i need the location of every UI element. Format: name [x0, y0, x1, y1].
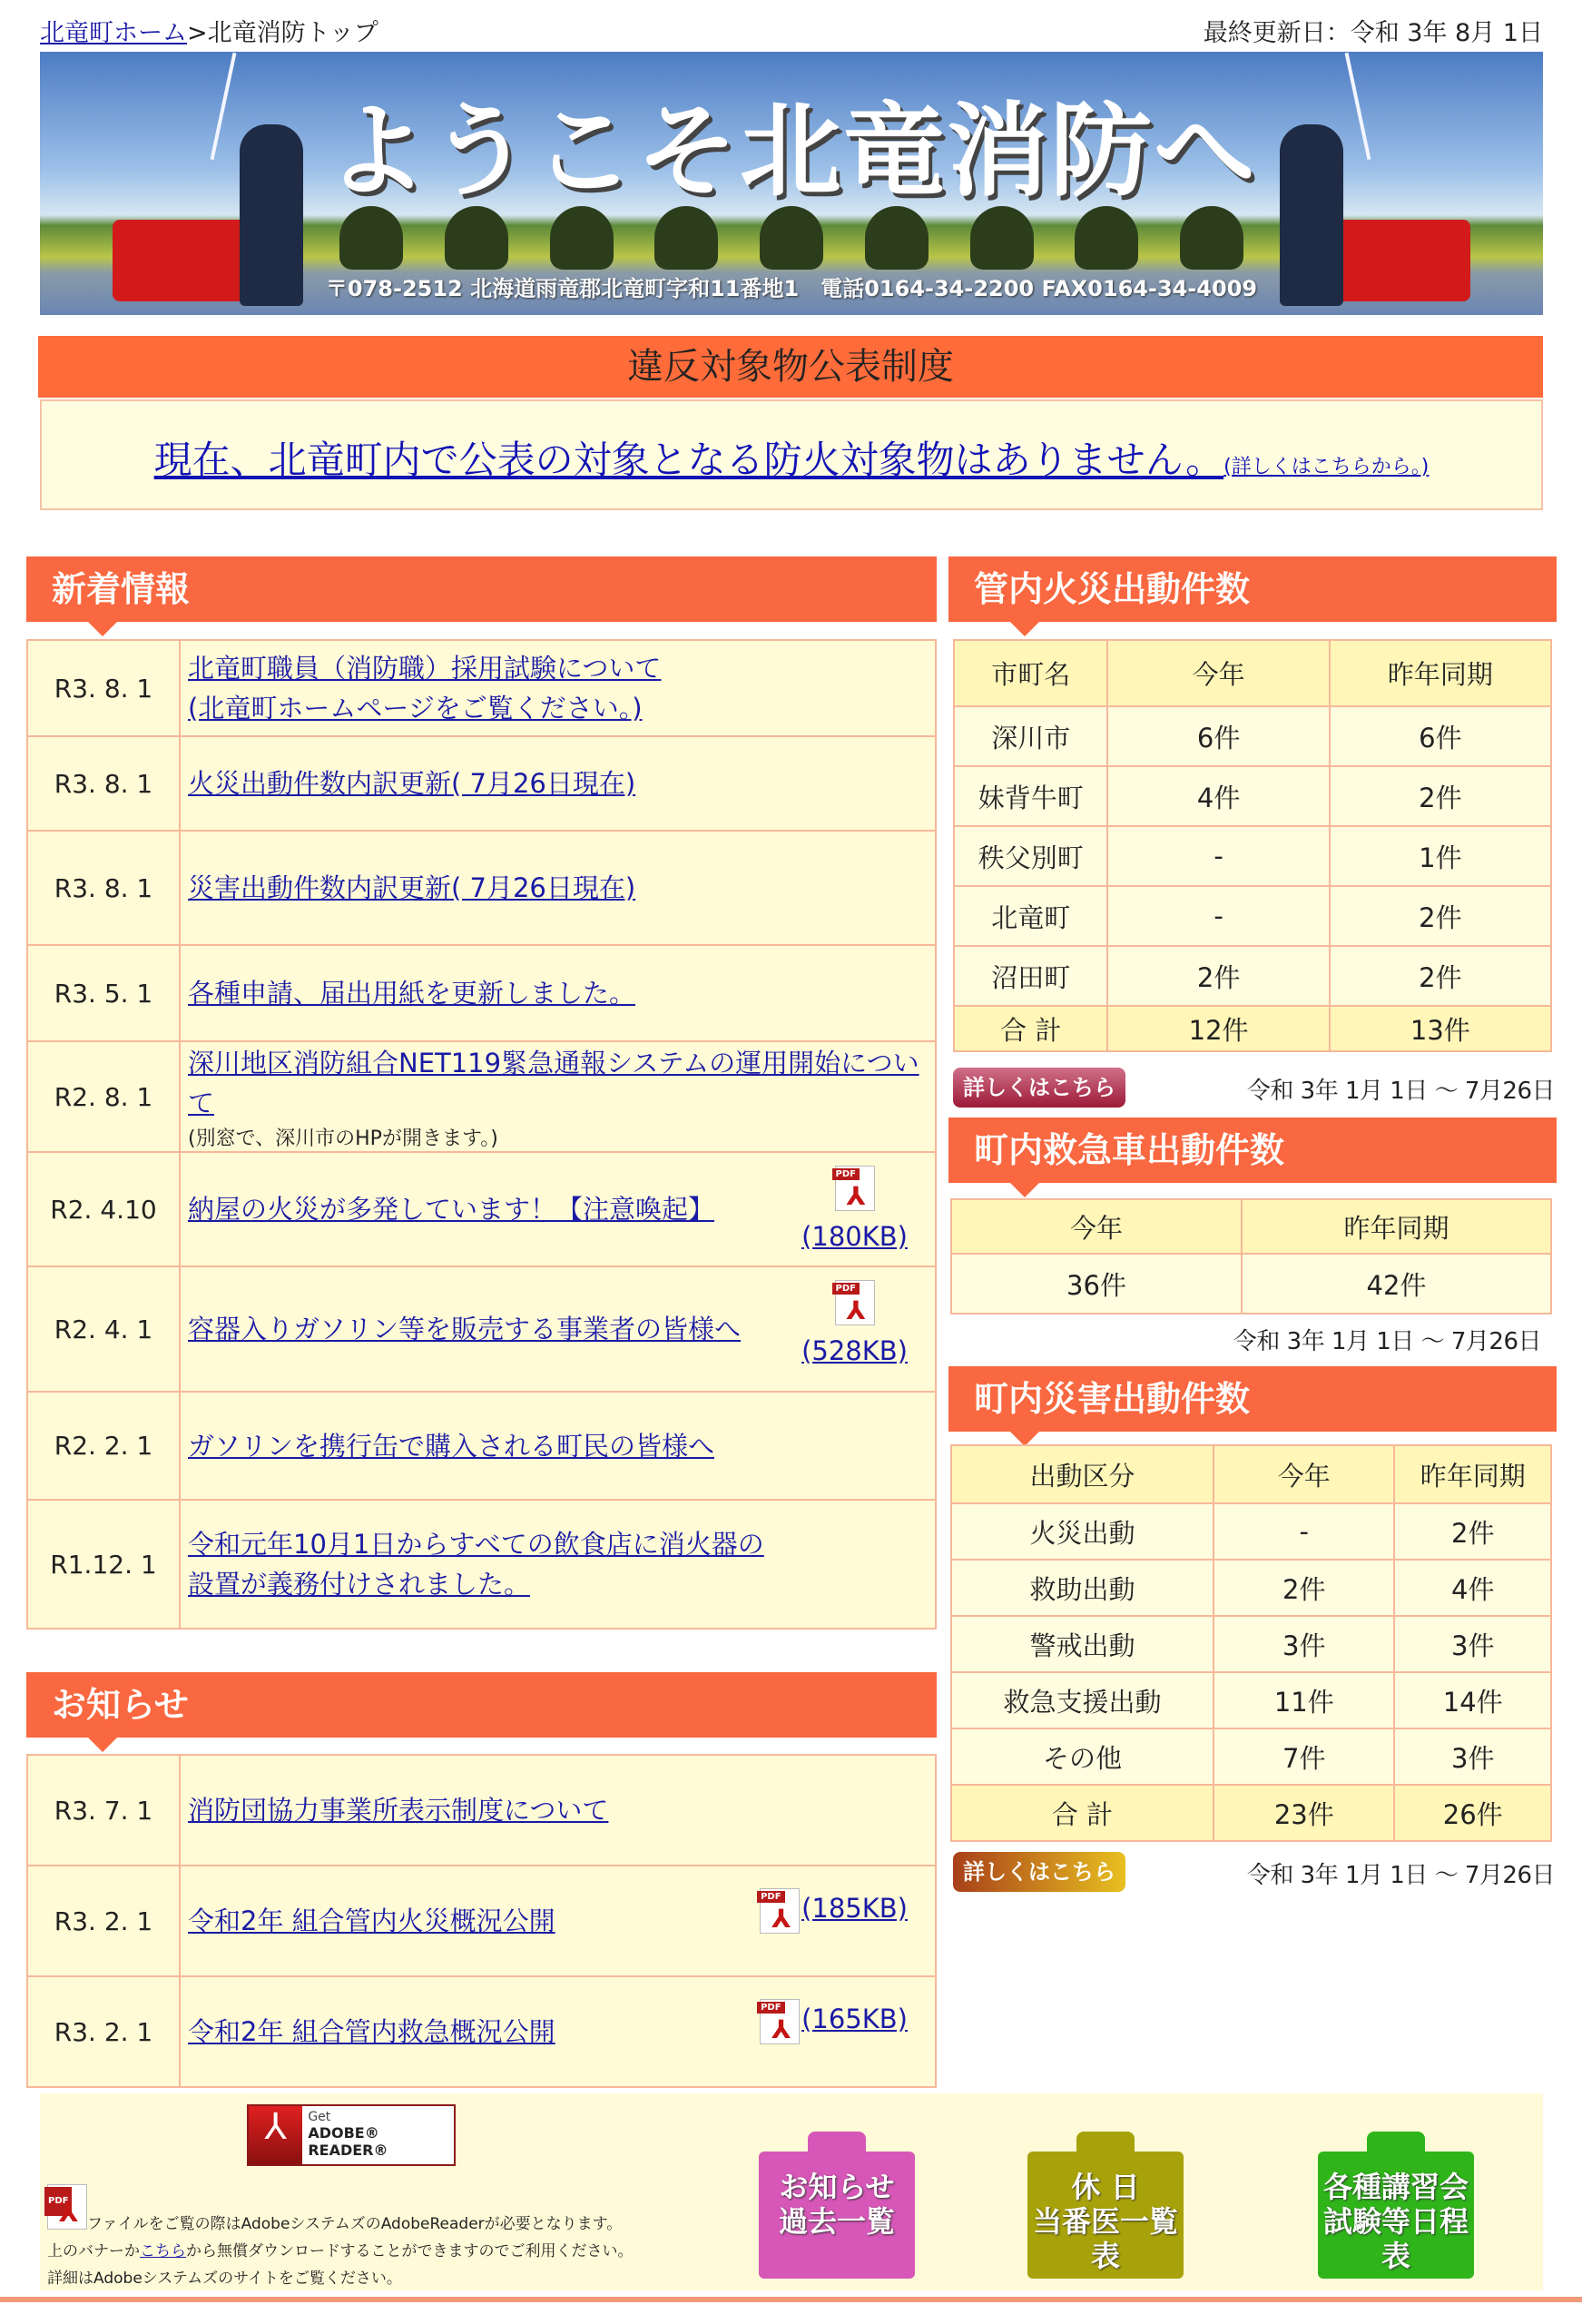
list-item — [27, 1866, 936, 1976]
news-table — [26, 639, 937, 1630]
table-cell: 妹背牛町 — [954, 766, 1107, 826]
table-cell: 12件 — [1107, 1006, 1329, 1051]
table-cell: - — [1107, 826, 1329, 886]
ambulance-heading: 町内救急車出動件数 — [948, 1118, 1557, 1183]
pdf-size-link[interactable]: (165KB) — [801, 2004, 908, 2034]
adobe-note — [47, 2184, 634, 2292]
course-schedule-button[interactable] — [1318, 2152, 1474, 2279]
footer-box — [40, 2093, 1543, 2290]
adobe-note-line2a: 上のバナーか — [47, 2242, 140, 2260]
table-cell: 26件 — [1394, 1785, 1551, 1841]
item-date: R2. 2. 1 — [27, 1392, 180, 1500]
item-cell — [180, 1755, 936, 1866]
button-label: 過去一覧 — [778, 2204, 895, 2239]
news-heading: 新着情報 — [26, 556, 937, 622]
header-banner — [40, 52, 1543, 315]
table-cell: 6件 — [1107, 706, 1329, 766]
table-row — [951, 1672, 1551, 1728]
item-link[interactable]: 深川地区消防組合NET119緊急通報システムの運用開始について — [188, 1047, 919, 1118]
violation-detail-link[interactable]: (詳しくはこちらから。) — [1223, 456, 1430, 478]
banner-title: ようこそ北竜消防へ — [326, 93, 1257, 211]
last-updated: 最終更新日：令和 3年 8月 1日 — [1203, 19, 1543, 47]
item-link[interactable]: 各種申請、届出用紙を更新しました。 — [188, 978, 636, 1009]
violation-message-link[interactable]: 現在、北竜町内で公表の対象となる防火対象物はありません。 — [153, 438, 1224, 482]
adobe-download-link[interactable]: こちら — [140, 2242, 186, 2260]
list-item — [27, 1041, 936, 1152]
table-cell: 秩父別町 — [954, 826, 1107, 886]
adobe-note-line1: ファイルをご覧の際はAdobeシステムズのAdobeReaderが必要となります。 — [87, 2215, 623, 2233]
table-cell: 北竜町 — [954, 886, 1107, 946]
table-cell: 警戒出動 — [951, 1616, 1214, 1672]
disaster-more-button[interactable]: 詳しくはこちら — [953, 1852, 1125, 1892]
item-cell — [180, 1041, 936, 1152]
pdf-attachment[interactable] — [760, 1999, 908, 2044]
table-cell: 7件 — [1214, 1728, 1394, 1785]
ambulance-col: 今年 — [951, 1199, 1242, 1254]
item-date: R3. 8. 1 — [27, 640, 180, 736]
pdf-attachment[interactable] — [801, 1280, 908, 1371]
violation-heading: 違反対象物公表制度 — [38, 336, 1543, 398]
holiday-doctor-button[interactable] — [1027, 2152, 1184, 2279]
item-cell — [180, 831, 936, 945]
get-adobe-reader-banner[interactable] — [247, 2104, 456, 2166]
item-date: R3. 5. 1 — [27, 945, 180, 1041]
notices-heading: お知らせ — [26, 1672, 937, 1738]
item-cell — [180, 1392, 936, 1500]
item-cell — [180, 1976, 936, 2087]
item-date: R1.12. 1 — [27, 1500, 180, 1629]
list-item — [27, 736, 936, 831]
pdf-size-link[interactable]: (180KB) — [801, 1221, 908, 1252]
breadcrumb-current: 北竜消防トップ — [207, 19, 378, 47]
past-notices-button[interactable] — [759, 2152, 915, 2279]
item-link[interactable]: 消防団協力事業所表示制度について — [188, 1795, 609, 1826]
table-cell: - — [1107, 886, 1329, 946]
table-row — [954, 946, 1551, 1006]
item-date: R3. 8. 1 — [27, 736, 180, 831]
column-header: 出動区分 — [951, 1445, 1214, 1503]
pdf-icon — [760, 1999, 800, 2044]
table-cell: 2件 — [1214, 1560, 1394, 1616]
bottom-divider — [0, 2297, 1582, 2302]
disaster-table — [950, 1444, 1552, 1842]
list-item — [27, 1266, 936, 1392]
item-date: R3. 7. 1 — [27, 1755, 180, 1866]
disaster-heading: 町内災害出動件数 — [948, 1366, 1557, 1432]
item-date: R3. 2. 1 — [27, 1866, 180, 1976]
item-cell — [180, 736, 936, 831]
item-link[interactable]: 北竜町職員（消防職）採用試験について — [188, 653, 662, 684]
table-cell: - — [1214, 1503, 1394, 1560]
list-item — [27, 1392, 936, 1500]
button-label: 試験等日程表 — [1322, 2204, 1469, 2273]
column-header: 昨年同期 — [1330, 640, 1551, 706]
column-header: 今年 — [1107, 640, 1329, 706]
adobe-note-line2b: から無償ダウンロードすることができますのでご利用ください。 — [186, 2242, 634, 2260]
pdf-icon — [835, 1166, 875, 1211]
ambulance-period: 令和 3年 1月 1日 ～ 7月26日 — [1233, 1328, 1541, 1355]
button-label: 休 日 — [1071, 2170, 1140, 2204]
column-header: 市町名 — [954, 640, 1107, 706]
table-cell: 3件 — [1394, 1616, 1551, 1672]
button-label: 各種講習会 — [1322, 2170, 1469, 2204]
ambulance-last-year: 42件 — [1242, 1254, 1551, 1314]
table-cell: 3件 — [1394, 1728, 1551, 1785]
list-item — [27, 1755, 936, 1866]
list-item — [27, 1152, 936, 1266]
item-link[interactable]: 令和2年 組合管内火災概況公開 — [188, 1905, 555, 1936]
table-row — [954, 1006, 1551, 1051]
item-date: R3. 2. 1 — [27, 1976, 180, 2087]
table-cell: 深川市 — [954, 706, 1107, 766]
adobe-name: ADOBE® READER® — [308, 2124, 388, 2159]
pdf-size-link[interactable]: (528KB) — [801, 1335, 908, 1366]
table-row — [951, 1616, 1551, 1672]
list-item — [27, 1500, 936, 1629]
table-cell: その他 — [951, 1728, 1214, 1785]
pdf-attachment[interactable] — [801, 1166, 908, 1256]
item-link[interactable]: 火災出動件数内訳更新( 7月26日現在) — [188, 768, 636, 799]
item-cell — [180, 1152, 936, 1266]
table-row — [954, 766, 1551, 826]
table-cell: 救助出動 — [951, 1560, 1214, 1616]
column-header: 昨年同期 — [1394, 1445, 1551, 1503]
pdf-icon — [47, 2184, 87, 2238]
button-label: お知らせ — [779, 2170, 895, 2204]
table-cell: 4件 — [1107, 766, 1329, 826]
table-cell: 13件 — [1330, 1006, 1551, 1051]
adobe-get-text: Get — [308, 2110, 331, 2124]
table-cell: 2件 — [1107, 946, 1329, 1006]
item-link-line2[interactable]: 設置が義務付けされました。 — [188, 1569, 531, 1600]
banner-address: 〒078-2512 北海道雨竜郡北竜町字和11番地1 電話0164-34-2200 FAX0164-34-4009 — [325, 276, 1258, 301]
adobe-note-line3: 詳細はAdobeシステムズのサイトをご覧ください。 — [47, 2270, 402, 2288]
table-cell: 6件 — [1330, 706, 1551, 766]
item-note: (別窓で、深川市のHPが開きます。) — [188, 1127, 498, 1150]
table-row — [951, 1560, 1551, 1616]
button-label: 当番医一覧表 — [1032, 2204, 1178, 2273]
table-row — [954, 886, 1551, 946]
breadcrumb — [40, 13, 378, 48]
item-link[interactable]: 令和元年10月1日からすべての飲食店に消火器の — [188, 1529, 764, 1560]
table-cell: 11件 — [1214, 1672, 1394, 1728]
fire-table — [953, 639, 1552, 1052]
table-cell: 2件 — [1330, 766, 1551, 826]
table-row — [951, 1728, 1551, 1785]
item-date: R3. 8. 1 — [27, 831, 180, 945]
item-cell — [180, 1500, 936, 1629]
item-cell — [180, 945, 936, 1041]
table-cell: 2件 — [1330, 886, 1551, 946]
table-cell: 火災出動 — [951, 1503, 1214, 1560]
table-row — [954, 706, 1551, 766]
notices-table — [26, 1754, 937, 2088]
disaster-period: 令和 3年 1月 1日 ～ 7月26日 — [1246, 1862, 1555, 1889]
list-item — [27, 640, 936, 736]
item-cell — [180, 640, 936, 736]
list-item — [27, 1976, 936, 2087]
table-cell: 3件 — [1214, 1616, 1394, 1672]
breadcrumb-home-link[interactable]: 北竜町ホーム — [40, 19, 187, 47]
item-link[interactable]: 令和2年 組合管内救急概況公開 — [188, 2016, 555, 2047]
ambulance-table — [950, 1198, 1552, 1315]
table-cell: 23件 — [1214, 1785, 1394, 1841]
column-header: 今年 — [1214, 1445, 1394, 1503]
table-cell: 4件 — [1394, 1560, 1551, 1616]
pdf-attachment[interactable] — [760, 1888, 908, 1934]
table-cell: 沼田町 — [954, 946, 1107, 1006]
table-cell: 14件 — [1394, 1672, 1551, 1728]
pdf-icon — [835, 1280, 875, 1325]
adobe-icon: ⅄ — [249, 2106, 302, 2164]
item-cell — [180, 1266, 936, 1392]
ambulance-this-year: 36件 — [951, 1254, 1242, 1314]
item-date: R2. 4.10 — [27, 1152, 180, 1266]
item-link-line2[interactable]: (北竜町ホームページをご覧ください。) — [188, 693, 643, 724]
violation-box — [40, 399, 1543, 510]
table-row — [951, 1785, 1551, 1841]
ambulance-col: 昨年同期 — [1242, 1199, 1551, 1254]
pdf-icon — [760, 1888, 800, 1934]
fire-period: 令和 3年 1月 1日 ～ 7月26日 — [1246, 1078, 1555, 1105]
item-link[interactable]: 納屋の火災が多発しています！【注意喚起】 — [188, 1194, 715, 1225]
table-row — [954, 826, 1551, 886]
list-item — [27, 831, 936, 945]
item-link[interactable]: 容器入りガソリン等を販売する事業者の皆様へ — [188, 1314, 742, 1344]
fire-more-button[interactable]: 詳しくはこちら — [953, 1068, 1125, 1108]
table-cell: 救急支援出動 — [951, 1672, 1214, 1728]
table-cell: 合 計 — [951, 1785, 1214, 1841]
item-link[interactable]: ガソリンを携行缶で購入される町民の皆様へ — [188, 1430, 715, 1462]
item-link[interactable]: 災害出動件数内訳更新( 7月26日現在) — [188, 872, 636, 903]
item-date: R2. 8. 1 — [27, 1041, 180, 1152]
breadcrumb-sep: > — [187, 19, 208, 47]
table-cell: 合 計 — [954, 1006, 1107, 1051]
pdf-size-link[interactable]: (185KB) — [801, 1893, 908, 1924]
item-date: R2. 4. 1 — [27, 1266, 180, 1392]
table-cell: 2件 — [1330, 946, 1551, 1006]
fire-heading: 管内火災出動件数 — [948, 556, 1557, 622]
table-cell: 2件 — [1394, 1503, 1551, 1560]
list-item — [27, 945, 936, 1041]
item-cell — [180, 1866, 936, 1976]
table-row — [951, 1503, 1551, 1560]
table-cell: 1件 — [1330, 826, 1551, 886]
